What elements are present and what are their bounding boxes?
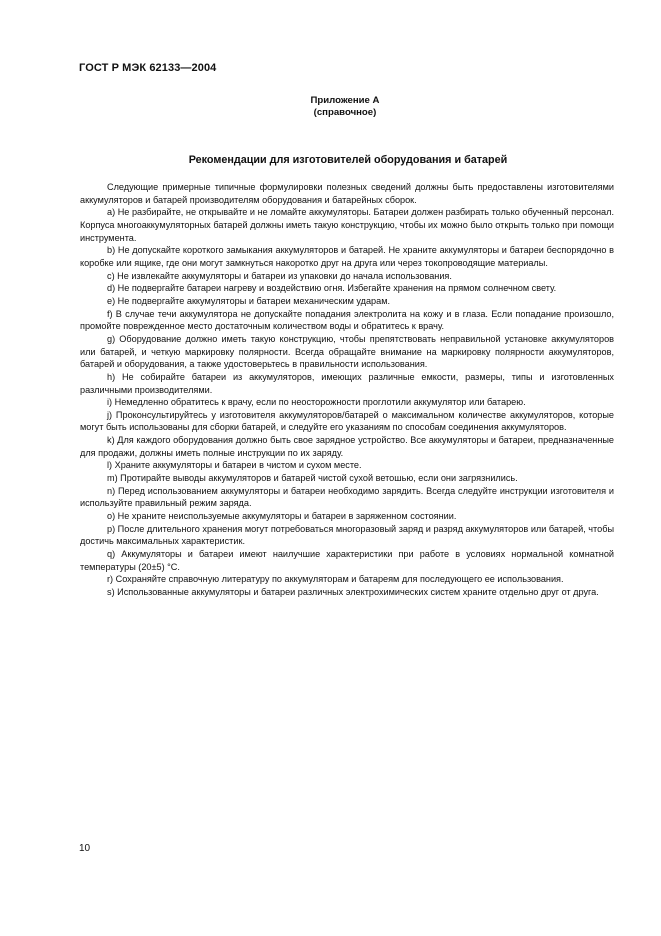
list-item: h) Не собирайте батареи из аккумуляторов, имеющих различные емкости, размеры, типы и изготовленных различными производителями. bbox=[80, 371, 614, 395]
list-item: p) После длительного хранения могут потребоваться многоразовый заряд и разряд аккумуляторов или батарей, чтобы достичь максимальных характеристик. bbox=[80, 523, 614, 547]
recommendations-body bbox=[80, 181, 614, 599]
list-item: n) Перед использованием аккумуляторы и батареи необходимо зарядить. Всегда следуйте инструкции изготовителя и используйте правильный режим заряда. bbox=[80, 485, 614, 509]
list-item: g) Оборудование должно иметь такую конструкцию, чтобы препятствовать неправильной установке аккумуляторов или батарей, и четкую маркировку полярности. Всегда обращайте внимание на маркировку полярности аккумуляторов, батарей и оборудования, а также удостоверьтесь в правильности использования. bbox=[80, 333, 614, 370]
list-item: f) В случае течи аккумулятора не допускайте попадания электролита на кожу и в глаза. Если попадание произошло, промойте поврежденное место достаточным количеством воды и обратитесь к врачу. bbox=[80, 308, 614, 332]
page-number: 10 bbox=[79, 843, 91, 854]
section-title: Рекомендации для изготовителей оборудования и батарей bbox=[188, 154, 508, 166]
list-item: i) Немедленно обратитесь к врачу, если по неосторожности проглотили аккумулятор или батарею. bbox=[107, 397, 526, 408]
list-item: e) Не подвергайте аккумуляторы и батареи механическим ударам. bbox=[107, 295, 390, 306]
list-item: b) Не допускайте короткого замыкания аккумуляторов и батарей. Не храните аккумуляторы и батареи беспорядочно в коробке или ящике, где они могут замкнуться накоротко друг на друга или через токопроводящие материалы. bbox=[80, 245, 614, 268]
list-item: k) Для каждого оборудования должно быть свое зарядное устройство. Все аккумуляторы и батареи, предназначенные для продажи, должны иметь полные инструкции по их заряду. bbox=[80, 435, 614, 458]
document-header: ГОСТ Р МЭК 62133—2004 bbox=[79, 62, 217, 74]
list-item: c) Не извлекайте аккумуляторы и батареи из упаковки до начала использования. bbox=[107, 270, 452, 281]
list-item: a) Не разбирайте, не открывайте и не ломайте аккумуляторы. Батареи должен разбирать только обученный персонал. Корпуса многоаккумуляторных батарей должны иметь такую конструкцию, чтобы их можно было открыть только при помощи инструмента. bbox=[80, 207, 614, 243]
appendix-heading bbox=[0, 95, 661, 118]
list-item: j) Проконсультируйтесь у изготовителя аккумуляторов/батарей о максимальном количестве аккумуляторов, которые могут быть использованы для сборки батарей, и следуйте его указаниям по способам соединения аккумуляторов. bbox=[80, 409, 614, 433]
intro-paragraph: Следующие примерные типичные формулировки полезных сведений должны быть предоставлены изготовителями аккумуляторов и батарей производителям оборудования и батарейных сборок. bbox=[80, 182, 614, 205]
list-item: o) Не храните неиспользуемые аккумуляторы и батареи в заряженном состоянии. bbox=[107, 511, 457, 522]
list-item: r) Сохраняйте справочную литературу по аккумуляторам и батареям для последующего ее использования. bbox=[107, 574, 564, 585]
list-item: d) Не подвергайте батареи нагреву и воздействию огня. Избегайте хранения на прямом солнечном свету. bbox=[107, 283, 557, 294]
list-item: s) Использованные аккумуляторы и батареи различных электрохимических систем храните отдельно друг от друга. bbox=[107, 587, 599, 597]
list-item: q) Аккумуляторы и батареи имеют наилучшие характеристики при работе в условиях нормальной комнатной температуры (20±5) °С. bbox=[80, 549, 614, 572]
appendix-subtitle: (справочное) bbox=[313, 106, 377, 118]
list-item: l) Храните аккумуляторы и батареи в чистом и сухом месте. bbox=[107, 460, 362, 471]
appendix-title: Приложение А bbox=[310, 95, 380, 106]
list-item: m) Протирайте выводы аккумуляторов и батарей чистой сухой ветошью, если они загрязнились. bbox=[107, 473, 518, 484]
